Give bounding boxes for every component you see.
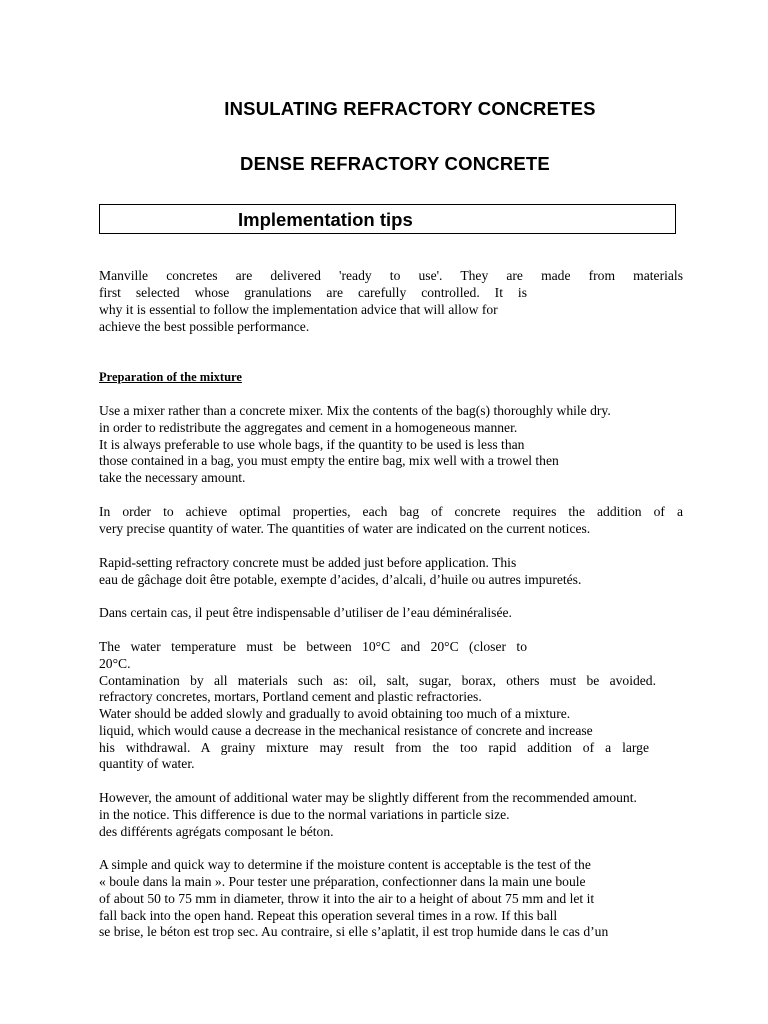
intro-line: achieve the best possible performance. — [99, 319, 310, 334]
document-title: INSULATING REFRACTORY CONCRETES — [224, 98, 596, 119]
intro-line: first selected whose granulations are carefully controlled. It is — [99, 285, 527, 300]
paragraph-line: Dans certain cas, il peut être indispensable d’utiliser de l’eau déminéralisée. — [99, 605, 512, 620]
paragraph-line: his withdrawal. A grainy mixture may result from the too rapid addition of a large — [99, 740, 649, 755]
document-subtitle: DENSE REFRACTORY CONCRETE — [240, 153, 550, 174]
paragraph-line: Use a mixer rather than a concrete mixer. Mix the contents of the bag(s) thoroughly while dry. — [99, 403, 611, 418]
paragraph-line: of about 50 to 75 mm in diameter, throw it into the air to a height of about 75 mm and let it — [99, 891, 595, 906]
paragraph-line: take the necessary amount. — [99, 470, 246, 485]
paragraph-line: se brise, le béton est trop sec. Au contraire, si elle s’aplatit, il est trop humide dans le cas d’un — [99, 924, 609, 939]
paragraph-line: Water should be added slowly and gradually to avoid obtaining too much of a mixture. — [99, 706, 571, 721]
paragraph-line: « boule dans la main ». Pour tester une préparation, confectionner dans la main une boule — [99, 874, 586, 889]
paragraph-line: eau de gâchage doit être potable, exempte d’acides, d’alcali, d’huile ou autres impuretés. — [99, 572, 582, 587]
section-heading: Preparation of the mixture — [99, 370, 242, 384]
paragraph-line: Rapid-setting refractory concrete must be added just before application. This — [99, 555, 517, 570]
paragraph-line: in order to redistribute the aggregates and cement in a homogeneous manner. — [99, 420, 518, 435]
section-title: Implementation tips — [238, 209, 413, 230]
paragraph-line: those contained in a bag, you must empty the entire bag, mix well with a trowel then — [99, 453, 559, 468]
paragraph-line: in the notice. This difference is due to the normal variations in particle size. — [99, 807, 510, 822]
paragraph-line: In order to achieve optimal properties, each bag of concrete requires the addition of a — [99, 504, 683, 519]
intro-line: Manville concretes are delivered 'ready to use'. They are made from materials — [99, 268, 683, 283]
paragraph-line: 20°C. — [99, 656, 131, 671]
paragraph-line: refractory concretes, mortars, Portland cement and plastic refractories. — [99, 689, 482, 704]
intro-line: why it is essential to follow the implementation advice that will allow for — [99, 302, 498, 317]
paragraph-line: However, the amount of additional water may be slightly different from the recommended amount. — [99, 790, 637, 805]
paragraph-line: liquid, which would cause a decrease in the mechanical resistance of concrete and increase — [99, 723, 593, 738]
paragraph-line: Contamination by all materials such as: oil, salt, sugar, borax, others must be avoided. — [99, 673, 656, 688]
paragraph-line: quantity of water. — [99, 756, 195, 771]
paragraph-line: fall back into the open hand. Repeat this operation several times in a row. If this ball — [99, 908, 558, 923]
paragraph-line: It is always preferable to use whole bags, if the quantity to be used is less than — [99, 437, 525, 452]
paragraph-line: The water temperature must be between 10°C and 20°C (closer to — [99, 639, 527, 654]
paragraph-line: A simple and quick way to determine if the moisture content is acceptable is the test of the — [99, 857, 591, 872]
paragraph-line: very precise quantity of water. The quantities of water are indicated on the current notices. — [99, 521, 591, 536]
paragraph-line: des différents agrégats composant le béton. — [99, 824, 334, 839]
